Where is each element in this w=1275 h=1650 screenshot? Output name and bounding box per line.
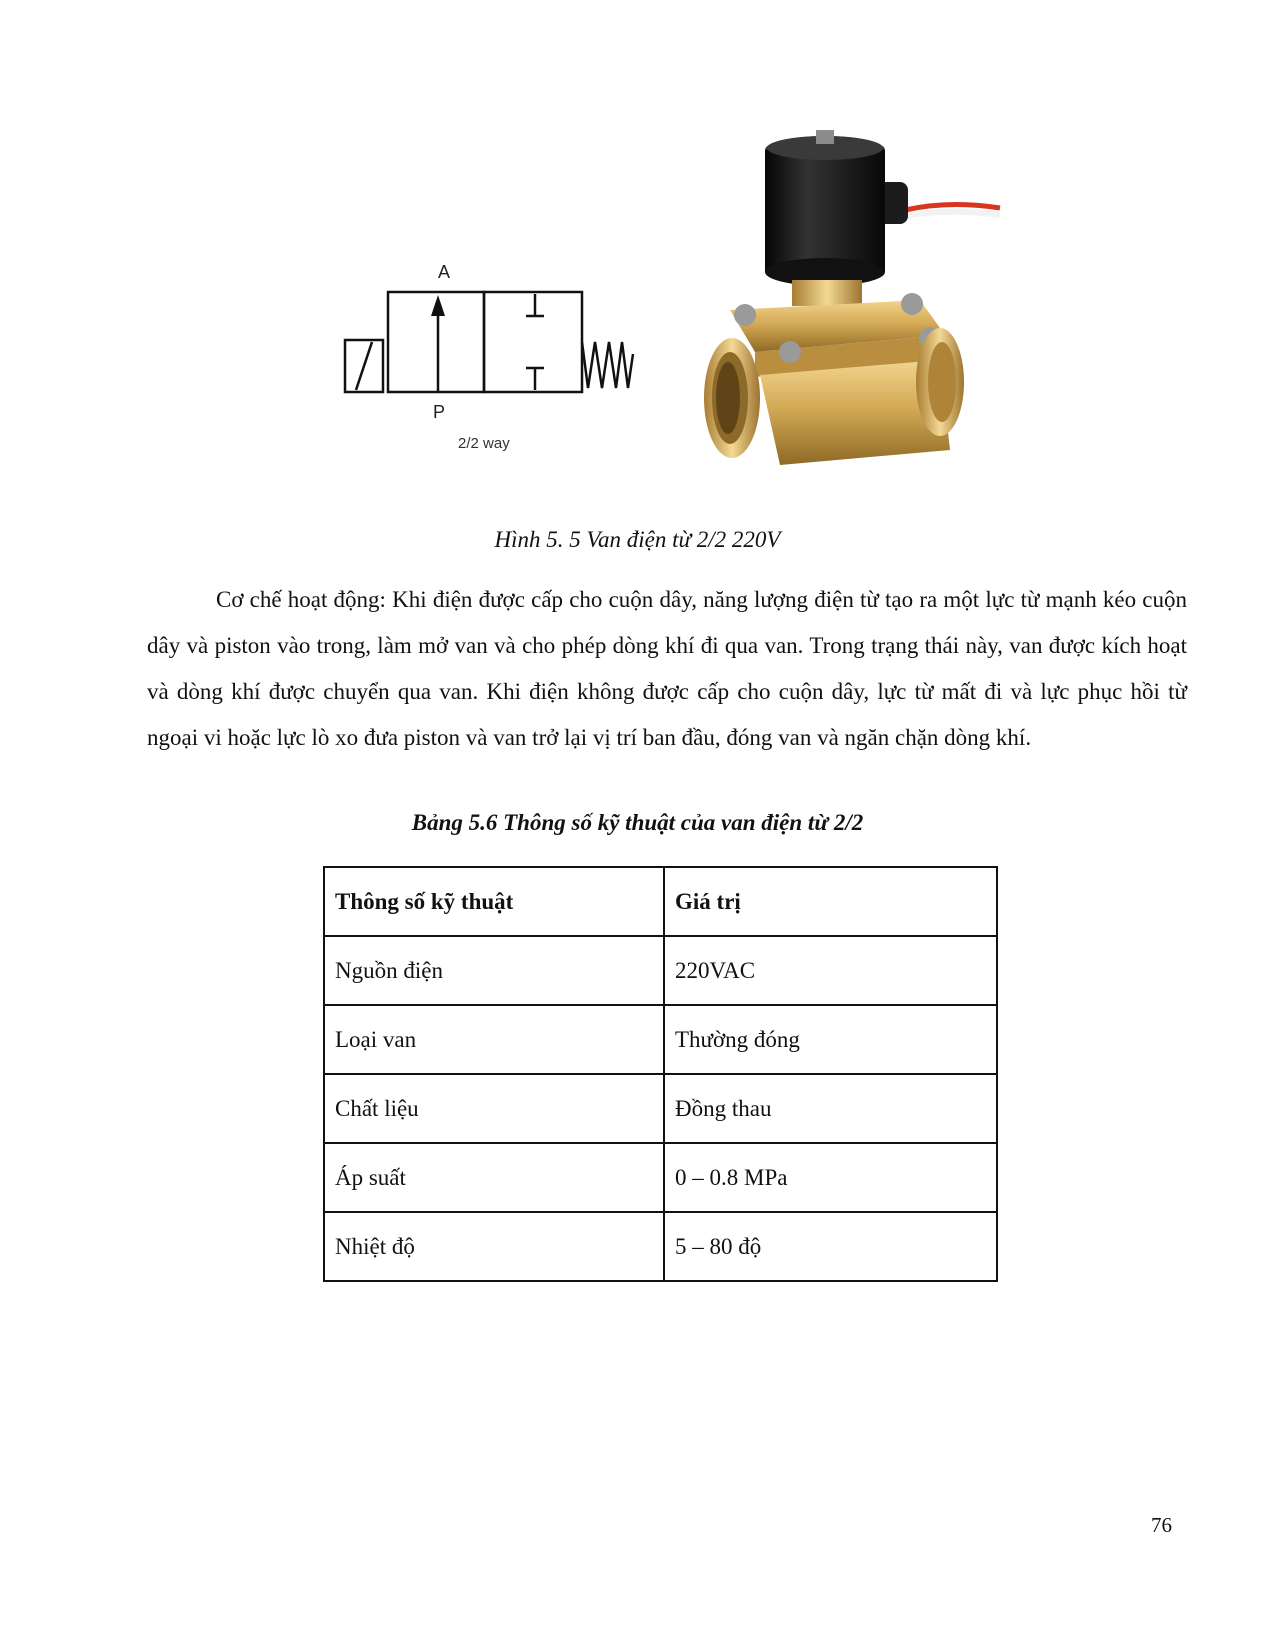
table-header-row (324, 867, 997, 936)
table-cell-value: 5 – 80 độ (664, 1212, 997, 1281)
table-cell-parameter: Loại van (324, 1005, 664, 1074)
valve-position-closed (484, 292, 582, 392)
table-row (324, 1005, 997, 1074)
flow-arrow-icon (431, 295, 445, 316)
valve-type-label: 2/2 way (458, 435, 510, 452)
table-cell-value: 0 – 0.8 MPa (664, 1143, 997, 1212)
body-paragraph: Cơ chế hoạt động: Khi điện được cấp cho cuộn dây, năng lượng điện từ tạo ra một lực từ mạnh kéo cuộn dây và piston vào trong, làm mở van và cho phép dòng khí đi qua van. Trong trạng thái này, van được kích hoạt và dòng khí được chuyển qua van. Khi điện không được cấp cho cuộn dây, lực từ mất đi và lực phục hồi từ ngoại vi hoặc lực lò xo đưa piston và van trở lại vị trí ban đầu, đóng van và ngăn chặn dòng khí. (147, 587, 1187, 750)
table-row (324, 1074, 997, 1143)
table-title: Bảng 5.6 Thông số kỹ thuật của van điện từ 2/2 (411, 810, 864, 835)
solenoid-valve-photo (700, 120, 1060, 490)
column-header-value: Giá trị (664, 867, 997, 936)
table-cell-value: Đồng thau (664, 1074, 997, 1143)
table-row (324, 936, 997, 1005)
table-cell-parameter: Áp suất (324, 1143, 664, 1212)
valve-symbol-diagram (330, 250, 650, 470)
table-row (324, 1143, 997, 1212)
page-number: 76 (1151, 1513, 1172, 1537)
port-a-label: A (438, 262, 451, 282)
table-cell-value: Thường đóng (664, 1005, 997, 1074)
table-cell-parameter: Chất liệu (324, 1074, 664, 1143)
body-paragraph-block (147, 577, 1187, 761)
table-cell-parameter: Nguồn điện (324, 936, 664, 1005)
figure-caption: Hình 5. 5 Van điện từ 2/2 220V (494, 527, 781, 552)
figure-row (330, 120, 1070, 500)
port-p-label: P (433, 402, 446, 422)
table-cell-value: 220VAC (664, 936, 997, 1005)
column-header-parameter: Thông số kỹ thuật (324, 867, 664, 936)
specs-table (323, 866, 998, 1282)
table-row (324, 1212, 997, 1281)
table-cell-parameter: Nhiệt độ (324, 1212, 664, 1281)
spring-icon (582, 342, 633, 388)
